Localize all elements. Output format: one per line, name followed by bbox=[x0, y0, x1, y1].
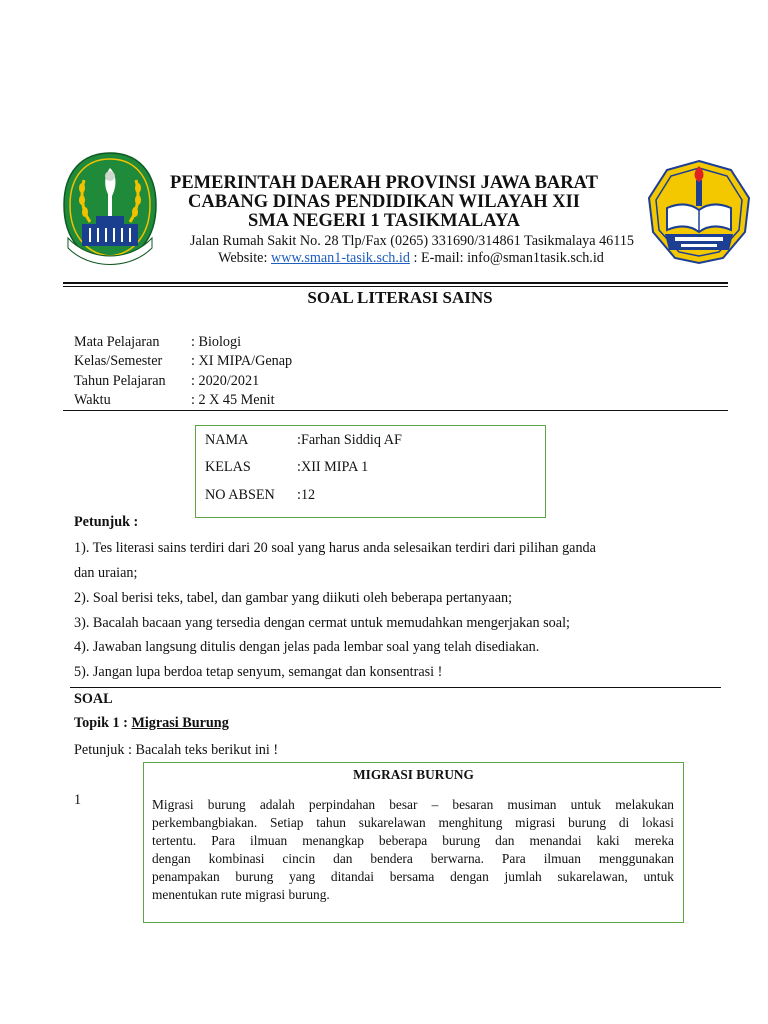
instruction-item: 2). Soal berisi teks, tabel, dan gambar yang diikuti oleh beberapa pertanyaan; bbox=[74, 590, 513, 606]
meta-label-year: Tahun Pelajaran bbox=[74, 373, 166, 389]
passage-line: dengan kombinasi cincin dan bendera berwarna. Para ilmuan menggunakan bbox=[152, 851, 674, 866]
soal-heading: SOAL bbox=[74, 691, 113, 707]
meta-label-class: Kelas/Semester bbox=[74, 353, 163, 369]
header-line-3: SMA NEGERI 1 TASIKMALAYA bbox=[248, 211, 520, 231]
passage-text bbox=[152, 796, 674, 904]
website-label: Website: bbox=[218, 250, 271, 266]
meta-label-time: Waktu bbox=[74, 392, 111, 408]
soal-instruction: Petunjuk : Bacalah teks berikut ini ! bbox=[74, 742, 279, 758]
website-link[interactable]: www.sman1-tasik.sch.id bbox=[270, 250, 410, 266]
student-name-label: NAMA bbox=[205, 432, 249, 448]
header-address: Jalan Rumah Sakit No. 28 Tlp/Fax (0265) 331690/314861 Tasikmalaya 46115 bbox=[189, 233, 635, 249]
instructions-divider bbox=[70, 687, 721, 688]
passage-line: penampakan burung yang ditandai bersama dengan jumlah sukarelawan, untuk bbox=[152, 869, 674, 884]
student-number-label: NO ABSEN bbox=[205, 487, 275, 503]
meta-label-subject: Mata Pelajaran bbox=[74, 334, 160, 350]
email-text: : E-mail: info@sman1tasik.sch.id bbox=[409, 250, 604, 266]
student-class-value: :XII MIPA 1 bbox=[297, 459, 369, 475]
page-title: SOAL LITERASI SAINS bbox=[307, 288, 493, 307]
instruction-item: 1). Tes literasi sains terdiri dari 20 soal yang harus anda selesaikan terdiri dari pilihan ganda bbox=[74, 540, 596, 556]
topic-name: Migrasi Burung bbox=[131, 715, 229, 731]
meta-divider bbox=[63, 410, 728, 411]
header-line-1: PEMERINTAH DAERAH PROVINSI JAWA BARAT bbox=[170, 173, 598, 193]
header-rule-thin bbox=[63, 286, 728, 287]
instruction-item: 3). Bacalah bacaan yang tersedia dengan cermat untuk memudahkan mengerjakan soal; bbox=[74, 615, 570, 631]
instructions-heading: Petunjuk : bbox=[74, 514, 139, 530]
instruction-item: 4). Jawaban langsung ditulis dengan jelas pada lembar soal yang telah disediakan. bbox=[74, 639, 540, 655]
passage-title: MIGRASI BURUNG bbox=[353, 767, 474, 782]
meta-value-time: : 2 X 45 Menit bbox=[191, 392, 275, 408]
instruction-item: dan uraian; bbox=[74, 565, 138, 581]
meta-value-class: : XI MIPA/Genap bbox=[191, 353, 293, 369]
header-line-2: CABANG DINAS PENDIDIKAN WILAYAH XII bbox=[187, 192, 580, 212]
student-name-value: :Farhan Siddiq AF bbox=[297, 432, 402, 448]
passage-line: perkembangbiakan. Setiap tahun sukarelawan menghitung migrasi burung di lokasi bbox=[152, 815, 674, 830]
header-rule-thick bbox=[63, 282, 728, 284]
topic-heading bbox=[74, 714, 229, 732]
passage-line: menentukan rute migrasi burung. bbox=[152, 887, 330, 902]
student-class-label: KELAS bbox=[205, 459, 251, 475]
passage-line: Migrasi burung adalah perpindahan besar – besaran musiman untuk melakukan bbox=[152, 797, 674, 812]
passage-line: tertentu. Para ilmuan menangkap beberapa burung dan menandai kaki mereka bbox=[152, 833, 674, 848]
meta-value-subject: : Biologi bbox=[191, 334, 242, 350]
meta-value-year: : 2020/2021 bbox=[191, 373, 260, 389]
student-number-value: :12 bbox=[297, 487, 316, 503]
header-contact bbox=[27, 250, 768, 266]
instruction-item: 5). Jangan lupa berdoa tetap senyum, semangat dan konsentrasi ! bbox=[74, 664, 443, 680]
topic-prefix: Topik 1 : bbox=[74, 715, 132, 731]
question-number: 1 bbox=[74, 792, 82, 808]
